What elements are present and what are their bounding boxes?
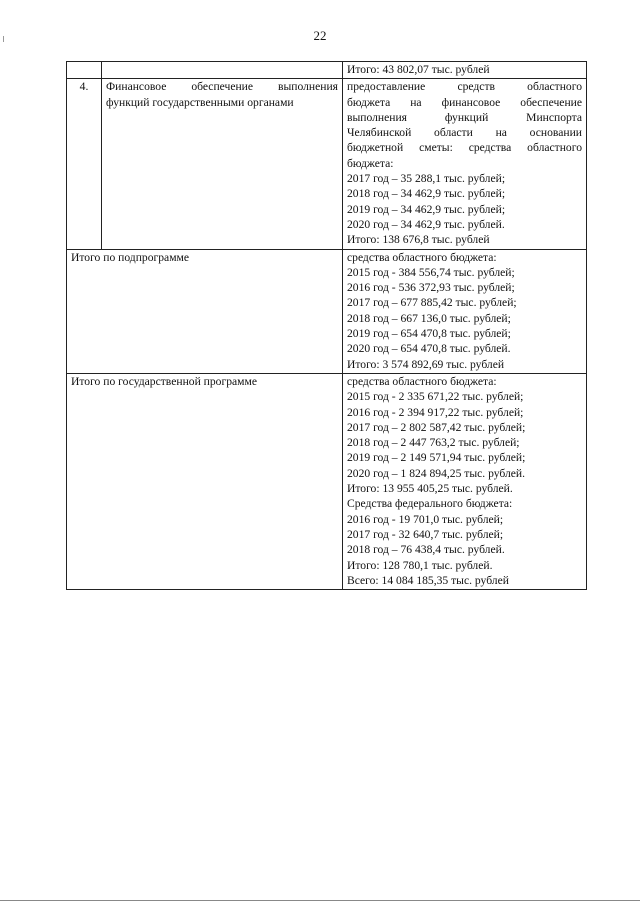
funding-line: 2017 год – 35 288,1 тыс. рублей; [347, 172, 506, 186]
funding-line: Итого: 128 780,1 тыс. рублей. [347, 558, 493, 572]
table-row-subprogram-total [67, 249, 587, 373]
funding-line: 2015 год - 2 335 671,22 тыс. рублей; [347, 390, 524, 404]
scan-edge-mark [3, 36, 4, 42]
page-number: 22 [313, 28, 327, 43]
funding-line: Всего: 14 084 185,35 тыс. рублей [347, 573, 509, 587]
num-cell-empty [67, 62, 102, 79]
funding-line: 2016 год - 536 372,93 тыс. рублей; [347, 281, 515, 295]
funding-line: 2018 год – 76 438,4 тыс. рублей. [347, 543, 505, 557]
funding-cell [343, 79, 587, 249]
funding-intro-line: бюджета на финансовое обеспечение [347, 95, 582, 109]
funding-line: Итого: 13 955 405,25 тыс. рублей. [347, 482, 513, 496]
funding-intro-line: бюджетной сметы: средства областного [347, 141, 582, 155]
funding-line: 2016 год - 2 394 917,22 тыс. рублей; [347, 405, 524, 419]
funding-line: 2019 год – 2 149 571,94 тыс. рублей; [347, 451, 526, 465]
funding-line: 2017 год – 2 802 587,42 тыс. рублей; [347, 420, 526, 434]
funding-line: 2018 год – 2 447 763,2 тыс. рублей; [347, 436, 520, 450]
funding-line: средства областного бюджета: [347, 374, 497, 388]
funding-line: 2017 год – 677 885,42 тыс. рублей; [347, 296, 517, 310]
funding-line: бюджета: [347, 156, 394, 170]
table-row-carryover-total [67, 62, 587, 79]
table-row-item-4 [67, 79, 587, 249]
funding-line: средства областного бюджета: [347, 250, 497, 264]
funding-line: 2020 год – 1 824 894,25 тыс. рублей. [347, 466, 526, 480]
funding-cell [343, 373, 587, 589]
funding-line: 2015 год - 384 556,74 тыс. рублей; [347, 265, 515, 279]
funding-line: Итого: 3 574 892,69 тыс. рублей [347, 357, 505, 371]
funding-line: 2016 год - 19 701,0 тыс. рублей; [347, 512, 504, 526]
desc-cell-empty [102, 62, 343, 79]
funding-line: Средства федерального бюджета: [347, 497, 513, 511]
funding-intro-line: выполнения функций Минспорта [347, 110, 582, 124]
funding-intro-line: Челябинской области на основании [347, 126, 582, 140]
row-label: Итого по подпрограмме [67, 249, 343, 373]
funding-line: 2018 год – 34 462,9 тыс. рублей; [347, 187, 506, 201]
funding-line: 2020 год – 654 470,8 тыс. рублей. [347, 342, 511, 356]
table-row-program-total [67, 373, 587, 589]
funding-line: 2019 год – 34 462,9 тыс. рублей; [347, 202, 506, 216]
funding-cell [343, 62, 587, 79]
funding-line: Итого: 138 676,8 тыс. рублей [347, 233, 490, 247]
funding-line: 2019 год – 654 470,8 тыс. рублей; [347, 327, 511, 341]
row-label: Итого по государственной программе [67, 373, 343, 589]
funding-line: 2018 год – 667 136,0 тыс. рублей; [347, 311, 511, 325]
funding-intro-line: предоставление средств областного [347, 80, 582, 94]
budget-table [66, 61, 587, 590]
funding-line: 2017 год - 32 640,7 тыс. рублей; [347, 527, 504, 541]
item-description: Финансовое обеспечение выполнения функций государственными органами [102, 79, 343, 249]
item-number: 4. [67, 79, 102, 249]
page-bottom-rule [0, 900, 640, 901]
funding-cell [343, 249, 587, 373]
funding-line: 2020 год – 34 462,9 тыс. рублей. [347, 217, 505, 231]
funding-line: Итого: 43 802,07 тыс. рублей [347, 63, 490, 76]
